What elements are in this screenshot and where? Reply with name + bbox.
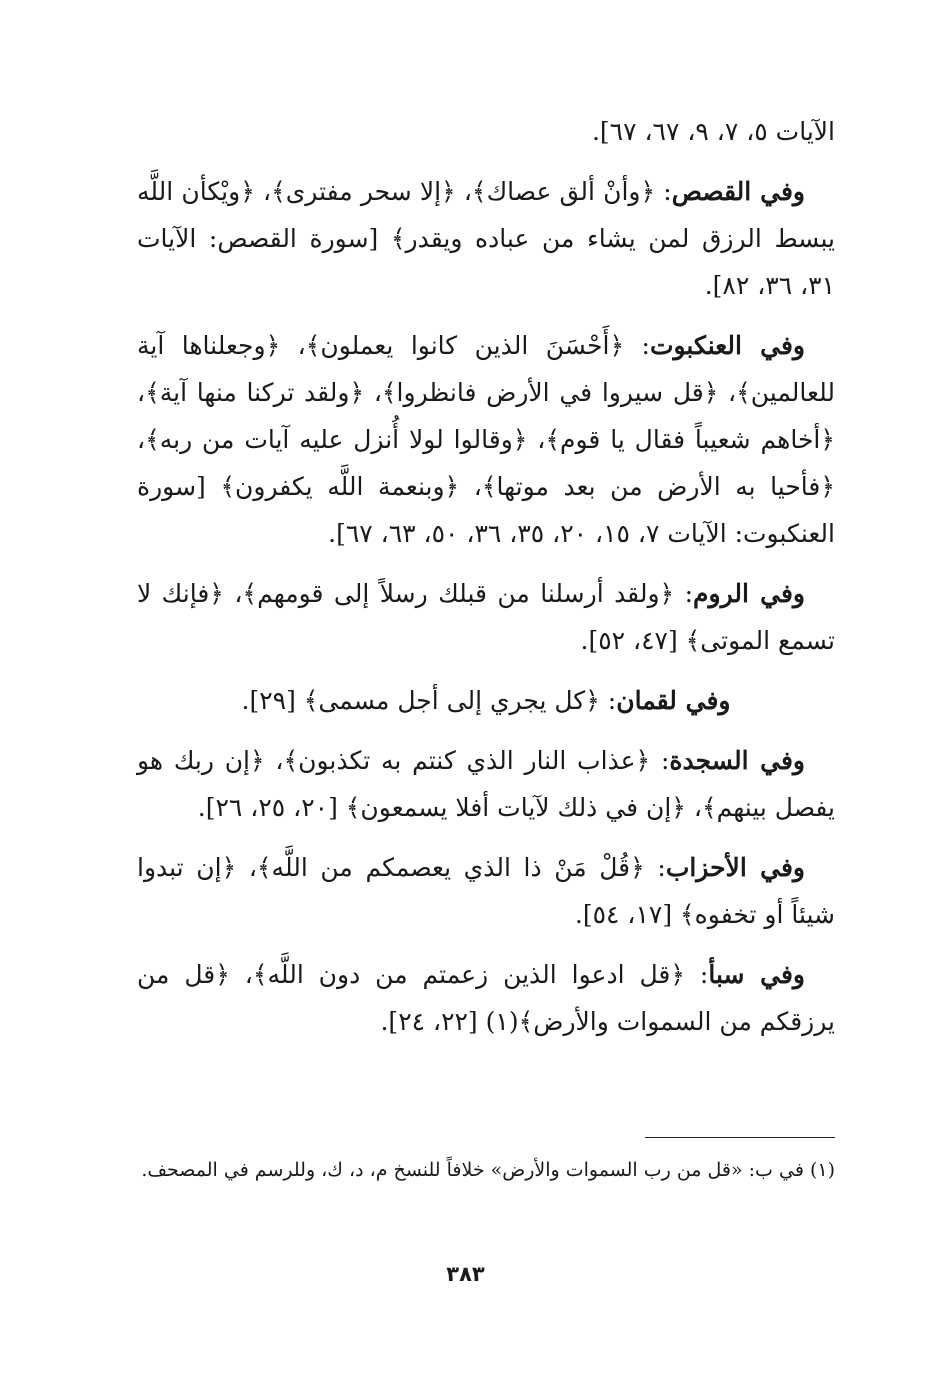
section-heading: وفي الأحزاب xyxy=(665,853,805,882)
paragraph-luqman xyxy=(137,677,835,724)
paragraph-text: : ﴿كل يجري إلى أجل مسمى﴾ [٢٩]. xyxy=(241,686,617,715)
paragraph-text: : ﴿قل ادعوا الذين زعمتم من دون اللَّه﴾، ﴿قل من يرزقكم من السموات والأرض﴾(١) [٢٢، ٢٤]. xyxy=(137,960,835,1036)
paragraph-text: : ﴿وأنْ ألق عصاك﴾، ﴿إلا سحر مفترى﴾، ﴿ويْكأن اللَّه يبسط الرزق لمن يشاء من عباده ويقدر﴾ [سورة القصص: الآيات ٣١، ٣٦، ٨٢]. xyxy=(137,177,835,300)
page-body xyxy=(137,108,835,1058)
paragraph-text: : ﴿قُلْ مَنْ ذا الذي يعصمكم من اللَّه﴾، ﴿إن تبدوا شيئاً أو تخفوه﴾ [١٧، ٥٤]. xyxy=(137,853,835,929)
paragraph-text: : ﴿عذاب النار الذي كنتم به تكذبون﴾، ﴿إن ربك هو يفصل بينهم﴾، ﴿إن في ذلك لآيات أفلا يسمعون﴾ [٢٠، ٢٥، ٢٦]. xyxy=(137,746,835,822)
paragraph-qasas xyxy=(137,168,835,309)
page-number: ٣٨٣ xyxy=(446,1262,485,1286)
section-heading: وفي سبأ xyxy=(708,960,805,989)
section-heading: وفي السجدة xyxy=(669,746,805,775)
section-heading: وفي لقمان xyxy=(616,686,731,715)
section-heading: وفي الروم xyxy=(693,579,805,608)
footnote: (١) في ب: «قل من رب السموات والأرض» خلافاً للنسخ م، د، ك، وللرسم في المصحف. xyxy=(141,1159,835,1181)
paragraph-sajda xyxy=(137,737,835,831)
paragraph-ahzab xyxy=(137,844,835,938)
paragraph-ankabut xyxy=(137,322,835,557)
paragraph-continuation xyxy=(137,108,835,155)
paragraph-text: الآيات ٥، ٧، ٩، ٦٧، ٦٧]. xyxy=(591,117,835,146)
section-heading: وفي العنكبوت xyxy=(649,331,805,360)
paragraph-text: : ﴿ولقد أرسلنا من قبلك رسلاً إلى قومهم﴾، ﴿فإنك لا تسمع الموتى﴾ [٤٧، ٥٢]. xyxy=(137,579,835,655)
paragraph-text: : ﴿أَحْسَنَ الذين كانوا يعملون﴾، ﴿وجعلناها آية للعالمين﴾، ﴿قل سيروا في الأرض فانظروا﴾، ﴿ولقد تركنا منها آية﴾، ﴿أخاهم شعيباً فقال يا قوم﴾، ﴿وقالوا لولا أُنزل عليه آيات من ربه﴾، ﴿فأحيا به الأرض من بعد موتها﴾، ﴿وبنعمة اللَّه يكفرون﴾ [سورة العنكبوت: الآيات ٧، ١٥، ٢٠، ٣٥، ٣٦، ٥٠، ٦٣، ٦٧]. xyxy=(137,331,835,548)
paragraph-saba xyxy=(137,951,835,1045)
paragraph-rum xyxy=(137,570,835,664)
footnote-divider xyxy=(645,1137,835,1138)
section-heading: وفي القصص xyxy=(671,177,805,206)
